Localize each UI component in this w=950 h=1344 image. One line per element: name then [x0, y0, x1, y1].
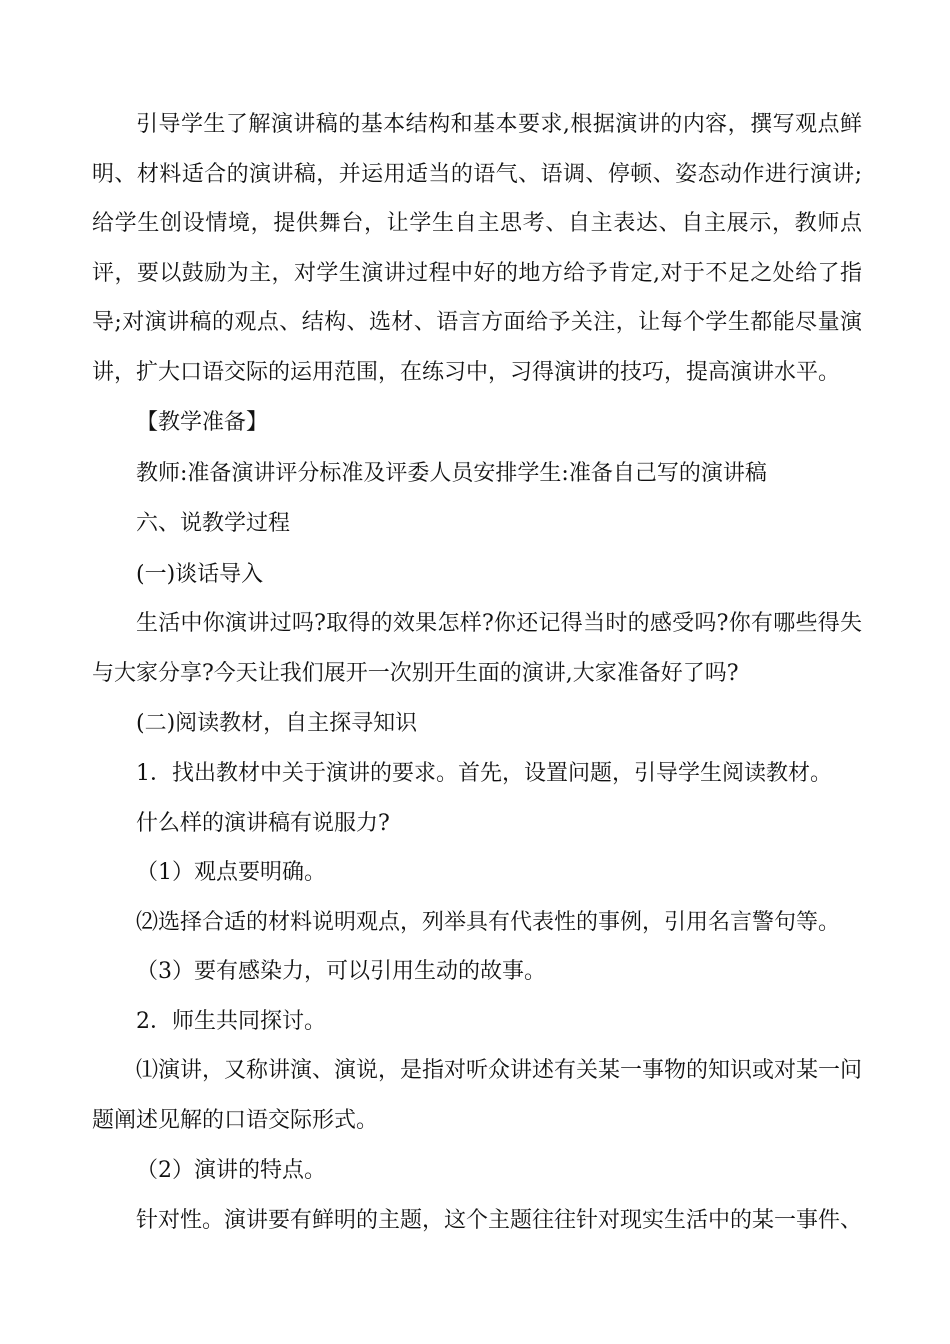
intro-paragraph: 引导学生了解演讲稿的基本结构和基本要求,根据演讲的内容，撰写观点鲜明、材料适合的演讲稿，并运用适当的语气、语调、停顿、姿态动作进行演讲;给学生创设情境，提供舞台，让学生自主思考、自主表达、自主展示，教师点评，要以鼓励为主，对学生演讲过程中好的地方给予肯定,对于不足之处给了指导;对演讲稿的观点、结构、选材、语言方面给予关注，让每个学生都能尽量演讲，扩大口语交际的运用范围，在练习中，习得演讲的技巧，提高演讲水平。	[92, 112, 862, 385]
features-heading: （2）演讲的特点。	[136, 1158, 326, 1183]
definition-paragraph: ⑴演讲，又称讲演、演说，是指对听众讲述有关某一事物的知识或对某一问题阐述见解的口语交际形式。	[92, 1058, 863, 1133]
prep-heading: 【教学准备】	[136, 410, 269, 435]
prep-text: 教师:准备演讲评分标准及评委人员安排学生:准备自己写的演讲稿	[136, 461, 767, 486]
item-one: 1．找出教材中关于演讲的要求。首先，设置问题，引导学生阅读教材。	[136, 761, 832, 786]
section-six-heading: 六、说教学过程	[136, 511, 291, 536]
item-two: 2．师生共同探讨。	[136, 1009, 326, 1034]
part-one-heading: (一)谈话导入	[136, 562, 264, 587]
part-one-paragraph: 生活中你演讲过吗?取得的效果怎样?你还记得当时的感受吗?你有哪些得失与大家分享?今天让我们展开一次别开生面的演讲,大家准备好了吗?	[92, 611, 862, 686]
point-two: ⑵选择合适的材料说明观点，列举具有代表性的事例，引用名言警句等。	[136, 910, 841, 935]
point-three: （3）要有感染力，可以引用生动的故事。	[136, 959, 546, 984]
part-two-heading: (二)阅读教材，自主探寻知识	[136, 711, 418, 736]
question-line: 什么样的演讲稿有说服力?	[136, 811, 390, 836]
feature-text: 针对性。演讲要有鲜明的主题，这个主题往往针对现实生活中的某一事件、	[136, 1208, 863, 1233]
point-one: （1）观点要明确。	[136, 860, 326, 885]
